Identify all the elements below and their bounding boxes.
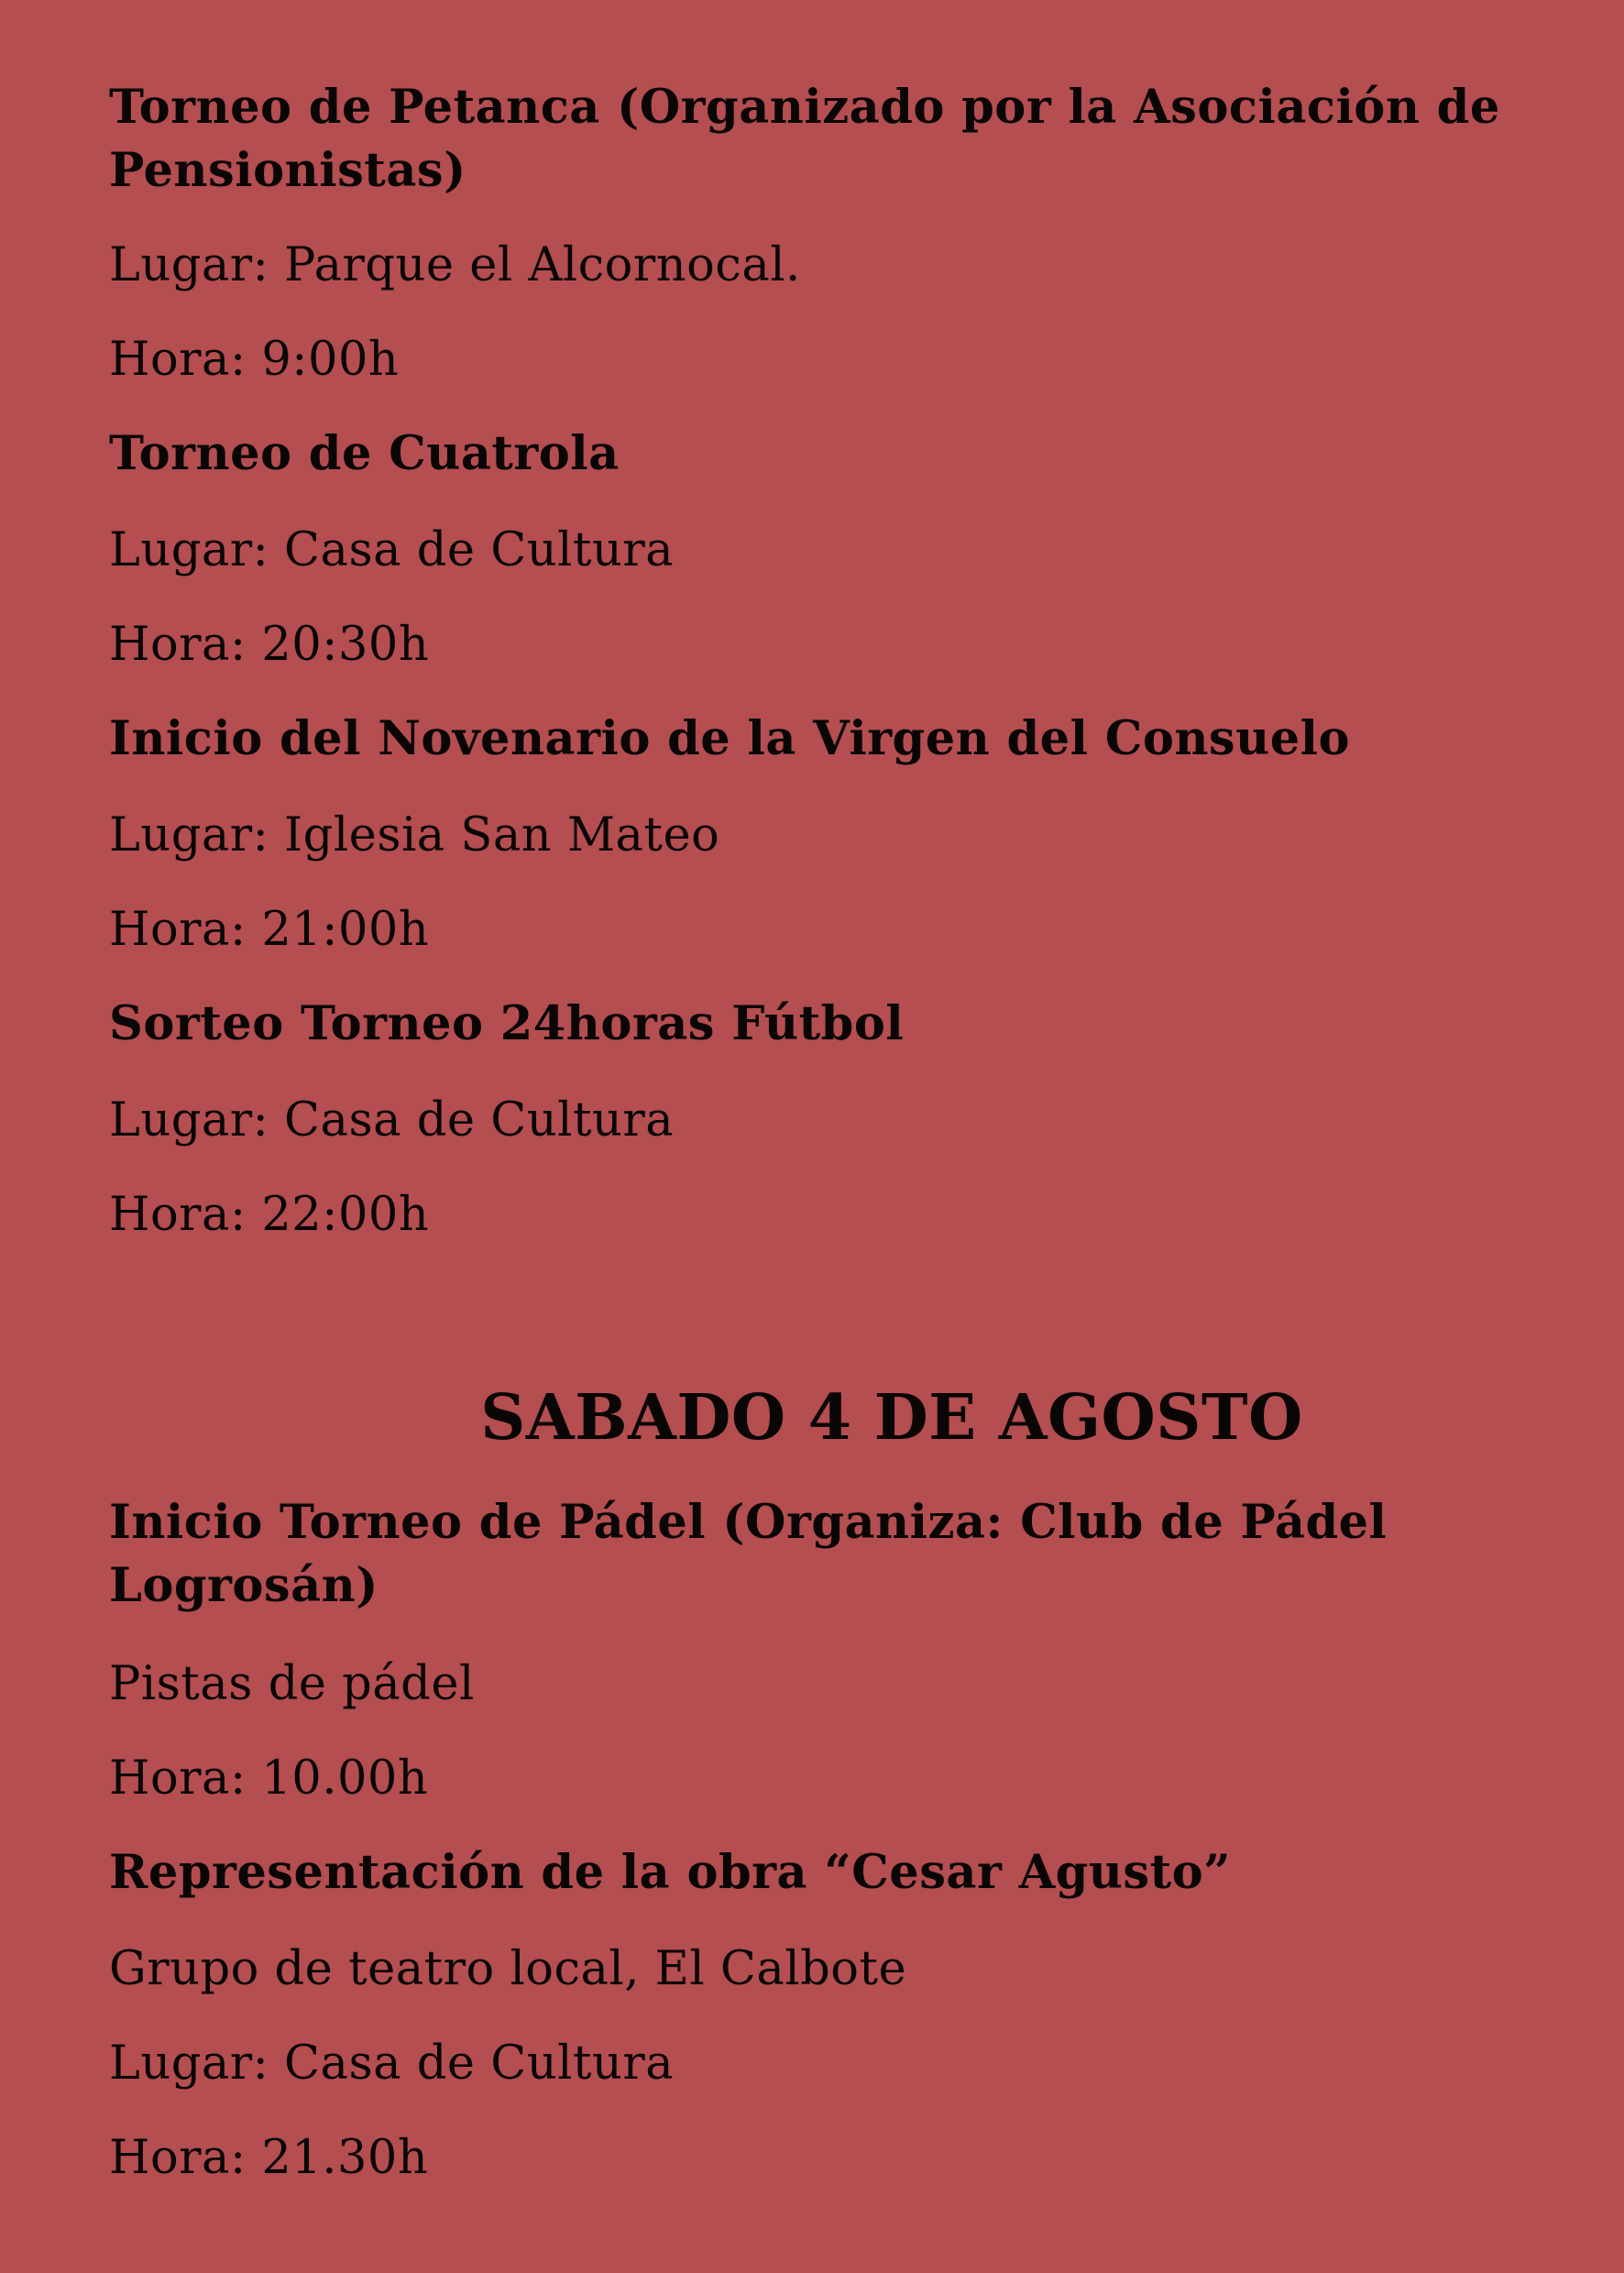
event-padel-location <box>109 1657 1539 1712</box>
event-time: Hora: 10.00h <box>109 1751 429 1806</box>
event-novenario-time <box>109 903 1539 958</box>
event-cuatrola <box>109 423 1539 486</box>
event-title: Torneo de Petanca (Organizado por la Asociación de Pensionistas) <box>109 80 1500 198</box>
event-time: Hora: 21:00h <box>109 903 430 957</box>
event-novenario <box>109 708 1539 771</box>
event-time: Hora: 20:30h <box>109 618 430 672</box>
event-padel <box>109 1491 1539 1618</box>
event-time: Hora: 9:00h <box>109 333 400 387</box>
event-representacion <box>109 1841 1539 1905</box>
event-location: Lugar: Parque el Alcornocal. <box>109 238 801 292</box>
day-heading: SABADO 4 DE AGOSTO <box>480 1381 1303 1455</box>
event-title: Inicio Torneo de Pádel (Organiza: Club de Pádel Logrosán) <box>109 1495 1388 1613</box>
event-novenario-location <box>109 808 1539 863</box>
event-location: Lugar: Casa de Cultura <box>109 2037 675 2091</box>
event-title: Torneo de Cuatrola <box>109 426 620 481</box>
event-petanca <box>109 76 1539 203</box>
event-sorteo <box>109 993 1539 1056</box>
event-petanca-location <box>109 238 1539 293</box>
event-cuatrola-location <box>109 523 1539 578</box>
event-time: Hora: 22:00h <box>109 1188 430 1242</box>
event-title: Inicio del Novenario de la Virgen del Consuelo <box>109 711 1351 766</box>
event-cuatrola-time <box>109 618 1539 673</box>
event-title: Sorteo Torneo 24horas Fútbol <box>109 996 905 1051</box>
event-time: Hora: 21.30h <box>109 2131 429 2185</box>
event-group: Grupo de teatro local, El Calbote <box>109 1942 907 1996</box>
event-title: Representación de la obra “Cesar Agusto” <box>109 1845 1232 1900</box>
event-sorteo-time <box>109 1188 1539 1243</box>
event-sorteo-location <box>109 1093 1539 1148</box>
event-location: Lugar: Iglesia San Mateo <box>109 808 720 862</box>
event-representacion-location <box>109 2037 1539 2092</box>
event-representacion-time <box>109 2131 1539 2186</box>
event-representacion-group <box>109 1942 1539 1997</box>
event-location: Lugar: Casa de Cultura <box>109 1093 675 1147</box>
event-location: Lugar: Casa de Cultura <box>109 523 675 577</box>
event-petanca-time <box>109 333 1539 388</box>
event-location: Pistas de pádel <box>109 1657 475 1711</box>
event-padel-time <box>109 1751 1539 1806</box>
